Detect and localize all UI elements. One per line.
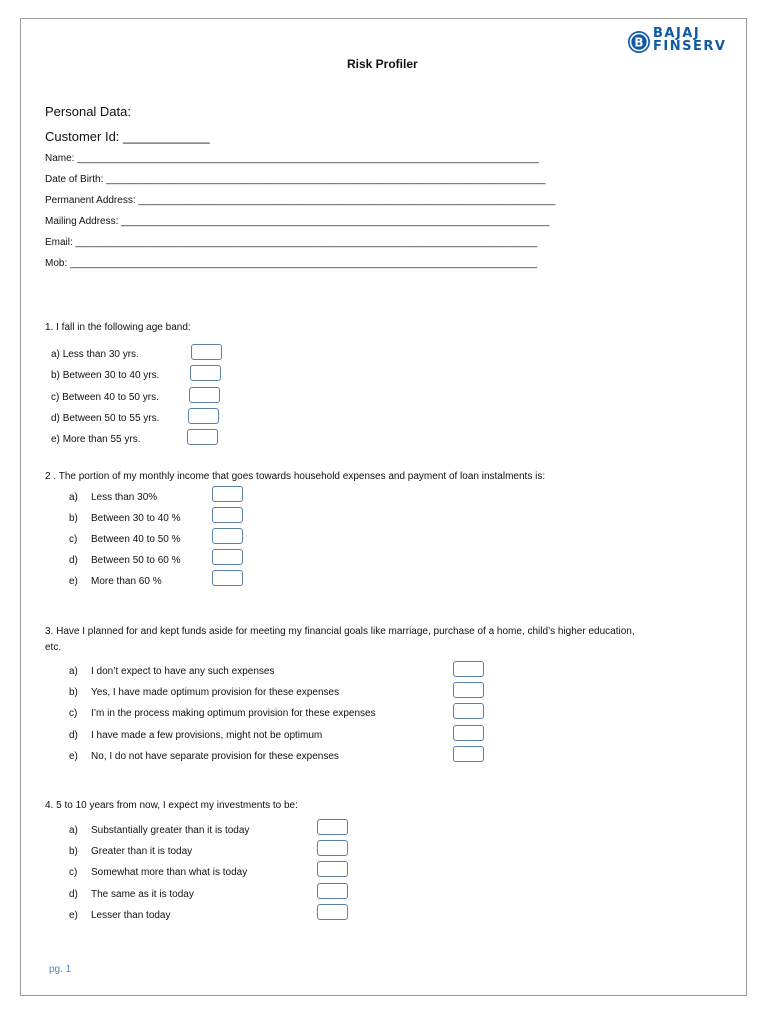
q4-option-e-label: Lesser than today <box>91 910 171 921</box>
q1-option-b <box>51 370 159 381</box>
q4-option-a-label: Substantially greater than it is today <box>91 825 250 836</box>
q1-option-b-checkbox[interactable] <box>190 365 221 381</box>
option-letter: d) <box>69 555 78 566</box>
q4-option-b-checkbox[interactable] <box>317 840 348 856</box>
q3-option-e-label: No, I do not have separate provision for these expenses <box>91 751 339 762</box>
q3-option-d <box>69 730 78 741</box>
permanent-address-field[interactable]: Permanent Address: ___________________________________________________________________________ <box>45 195 556 206</box>
mailing-address-field[interactable]: Mailing Address: _____________________________________________________________________________ <box>45 216 550 227</box>
option-letter: e) <box>51 434 60 445</box>
q1-option-c <box>51 392 159 403</box>
q1-option-e <box>51 434 141 445</box>
option-letter: b) <box>51 370 60 381</box>
option-label: Between 30 to 40 yrs. <box>62 370 160 381</box>
q4-option-c <box>69 867 77 878</box>
option-letter: b) <box>69 846 78 857</box>
q1-option-a-checkbox[interactable] <box>191 344 222 360</box>
q4-option-e <box>69 910 78 921</box>
q1-option-e-checkbox[interactable] <box>187 429 218 445</box>
q3-option-a-label: I don’t expect to have any such expenses <box>91 666 275 677</box>
option-letter: d) <box>51 413 60 424</box>
page-title: Risk Profiler <box>347 57 418 71</box>
q3-option-b <box>69 687 78 698</box>
logo-line2: FINSERV <box>653 39 727 54</box>
q2-option-e-checkbox[interactable] <box>212 570 243 586</box>
option-label: More than 55 yrs. <box>62 434 141 445</box>
option-letter: c) <box>69 867 78 878</box>
q4-option-a-checkbox[interactable] <box>317 819 348 835</box>
q1-option-d-checkbox[interactable] <box>188 408 219 424</box>
date-of-birth-field[interactable]: Date of Birth: _______________________________________________________________________________ <box>45 174 546 185</box>
q3-option-e-checkbox[interactable] <box>453 746 484 762</box>
q4-option-d-label: The same as it is today <box>91 889 194 900</box>
mobile-field[interactable]: Mob: ____________________________________________________________________________________ <box>45 258 538 269</box>
option-label: Less than 30 yrs. <box>62 349 139 360</box>
q2-option-c-checkbox[interactable] <box>212 528 243 544</box>
q4-option-b <box>69 846 78 857</box>
q1-option-a <box>51 349 139 360</box>
q3-option-a-checkbox[interactable] <box>453 661 484 677</box>
option-letter: d) <box>69 889 78 900</box>
q2-option-d <box>69 555 78 566</box>
q2-option-d-checkbox[interactable] <box>212 549 243 565</box>
q2-option-a-label: Less than 30% <box>91 492 158 503</box>
q2-option-b-checkbox[interactable] <box>212 507 243 523</box>
q3-option-d-checkbox[interactable] <box>453 725 484 741</box>
logo-line1: BAJAJ <box>653 26 701 41</box>
option-letter: e) <box>69 751 78 762</box>
question-1-text: 1. I fall in the following age band: <box>45 322 191 333</box>
q2-option-e-label: More than 60 % <box>91 576 162 587</box>
q2-option-a <box>69 492 78 503</box>
option-letter: e) <box>69 910 78 921</box>
q2-option-c-label: Between 40 to 50 % <box>91 534 181 545</box>
option-label: Between 40 to 50 yrs. <box>62 392 159 403</box>
q2-option-a-checkbox[interactable] <box>212 486 243 502</box>
q1-option-c-checkbox[interactable] <box>189 387 220 403</box>
personal-data-heading: Personal Data: <box>45 104 131 119</box>
option-letter: e) <box>69 576 78 587</box>
svg-text:B: B <box>634 35 644 50</box>
q3-option-b-checkbox[interactable] <box>453 682 484 698</box>
customer-id-field[interactable]: Customer Id: ____________ <box>45 129 210 144</box>
q3-option-c-label: I’m in the process making optimum provision for these expenses <box>91 708 376 719</box>
q3-option-b-label: Yes, I have made optimum provision for these expenses <box>91 687 340 698</box>
page-number: pg. 1 <box>49 964 72 975</box>
option-letter: b) <box>69 513 78 524</box>
option-letter: a) <box>69 492 78 503</box>
option-letter: a) <box>69 666 78 677</box>
q3-option-d-label: I have made a few provisions, might not be optimum <box>91 730 323 741</box>
question-3-text: 3. Have I planned for and kept funds aside for meeting my financial goals like marriage, purchase of a home, child’s higher education, <box>45 626 635 637</box>
question-3-text-continued: etc. <box>45 642 62 653</box>
q4-option-c-checkbox[interactable] <box>317 861 348 877</box>
logo-wordmark <box>653 27 726 53</box>
option-letter: d) <box>69 730 78 741</box>
bajaj-finserv-logo <box>627 26 727 57</box>
option-label: Between 50 to 55 yrs. <box>62 413 160 424</box>
q2-option-d-label: Between 50 to 60 % <box>91 555 181 566</box>
q3-option-a <box>69 666 78 677</box>
option-letter: c) <box>69 708 78 719</box>
logo-mark-icon <box>627 30 651 54</box>
q4-option-d <box>69 889 78 900</box>
option-letter: c) <box>51 392 60 403</box>
q4-option-e-checkbox[interactable] <box>317 904 348 920</box>
question-4-text: 4. 5 to 10 years from now, I expect my investments to be: <box>45 800 298 811</box>
q3-option-c-checkbox[interactable] <box>453 703 484 719</box>
q4-option-d-checkbox[interactable] <box>317 883 348 899</box>
q2-option-b <box>69 513 78 524</box>
q4-option-c-label: Somewhat more than what is today <box>91 867 248 878</box>
option-letter: b) <box>69 687 78 698</box>
q2-option-e <box>69 576 78 587</box>
q3-option-e <box>69 751 78 762</box>
q3-option-c <box>69 708 77 719</box>
q4-option-a <box>69 825 78 836</box>
email-field[interactable]: Email: ___________________________________________________________________________________ <box>45 237 538 248</box>
option-letter: a) <box>69 825 78 836</box>
q1-option-d <box>51 413 159 424</box>
q2-option-c <box>69 534 77 545</box>
name-field[interactable]: Name: ___________________________________________________________________________________ <box>45 153 539 164</box>
q4-option-b-label: Greater than it is today <box>91 846 193 857</box>
option-letter: a) <box>51 349 60 360</box>
option-letter: c) <box>69 534 78 545</box>
question-2-text: 2 . The portion of my monthly income that goes towards household expenses and payment of loan instalments is: <box>45 471 546 482</box>
q2-option-b-label: Between 30 to 40 % <box>91 513 181 524</box>
form-page <box>20 18 747 996</box>
